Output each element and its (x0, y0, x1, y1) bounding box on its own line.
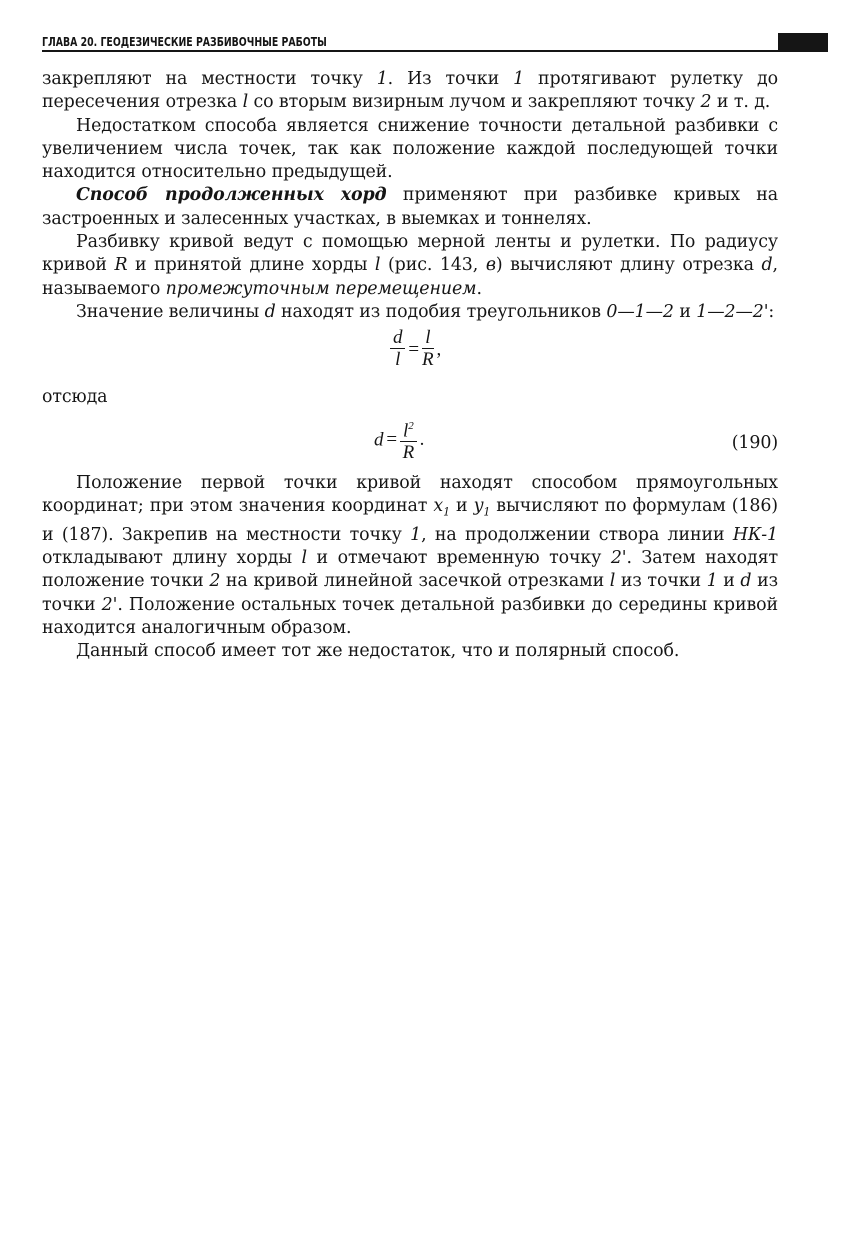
chapter-title: ГЛАВА 20. ГЕОДЕЗИЧЕСКИЕ РАЗБИВОЧНЫЕ РАБОТЫ (42, 35, 327, 49)
header-rule (42, 50, 828, 52)
paragraph-4: Разбивку кривой ведут с помощью мерной ленты и рулетки. По радиусу кривой R и принятой длине хорды l (рис. 143, в) вычисляют длину отрезка d, называемого промежуточным перемещением. (42, 232, 778, 299)
term-chord-method: Способ продолженных хорд (76, 185, 387, 206)
header-black-block (778, 33, 828, 52)
equation-number: (190) (731, 432, 778, 453)
paragraph-6: Положение первой точки кривой находят способом прямоугольных координат; при этом значения координат $x_1$ и $y_1$ вычисляют по формулам (186) и (187). Закрепив на местности точку 1, на продолжении створа линии НК-1 откладывают длину хорды l и отмечают временную точку 2'. Затем находят положение точки 2 на кривой линейной засечкой отрезками l из точки 1 и d из точки 2'. Положение остальных точек детальной разбивки до середины кривой находится аналогичным образом. (42, 472, 779, 638)
running-header (42, 33, 828, 53)
formula-190: d = $\frac{l^2}{R}$ . (190) (42, 410, 778, 472)
word-otsyuda: отсюда (42, 387, 108, 408)
page-body (42, 68, 778, 663)
term-intermediate-shift: промежуточным перемещением (165, 278, 477, 299)
paragraph-1: закрепляют на местности точку 1. Из точки 1 протягивают рулетку до пересечения отрезка l со вторым визирным лучом и закрепляют точку 2 и т. д. (42, 69, 778, 113)
paragraph-7: Данный способ имеет тот же недостаток, что и полярный способ. (76, 641, 680, 662)
paragraph-3: Способ продолженных хорд применяют при разбивке кривых на застроенных и залесенных участках, в выемках и тоннелях. (42, 185, 778, 229)
formula-proportion: $\frac{d}{l}$ = $\frac{l}{R}$ , (42, 324, 778, 386)
paragraph-2: Недостатком способа является снижение точности детальной разбивки с увеличением числа точек, так как положение каждой последующей точки находится относительно предыдущей. (42, 115, 778, 183)
paragraph-5: Значение величины d находят из подобия треугольников 0—1—2 и 1—2—2': (76, 301, 775, 322)
